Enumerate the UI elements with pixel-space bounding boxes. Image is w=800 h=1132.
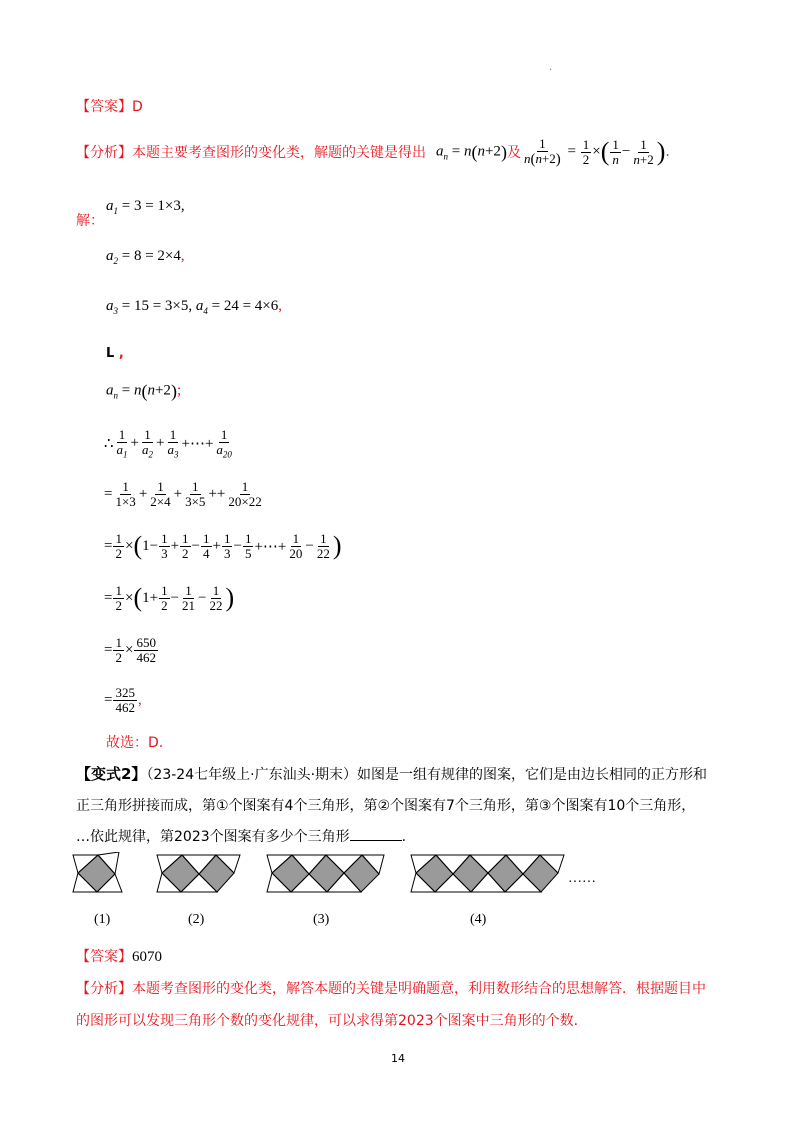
answer-blank: [350, 826, 402, 841]
page-number: 14: [391, 1052, 405, 1065]
line-a1: $a_1 = 3 = 1\times 3$,: [106, 198, 185, 216]
answer-value: D: [132, 99, 143, 115]
answer-1: [76, 96, 143, 116]
figure-label-3: (3): [313, 912, 330, 927]
figure-2: [157, 855, 240, 892]
figure-label-2: (2): [188, 912, 205, 927]
line-a3: $a_3 = 15 = 3\times 5$, $a_4 = 24 = 4\times 6$,: [106, 298, 283, 316]
result-line: 故选：D.: [106, 735, 164, 751]
variant2-line3: …依此规律，第2023个图案有多少个三角形 .: [76, 826, 406, 846]
sum-line-2: = $\frac{1}{1\times 3}$ + $\frac{1}{2\times 4}$ + $\frac{1}{3\times 5}$ ++ $\frac{1}{20\times 22}$: [104, 479, 262, 509]
sum-line-5: = $\frac{1}{2}$ × $\frac{650}{462}$: [104, 635, 156, 665]
sum-line-3: = $\frac{1}{2}$ × ( 1− $\frac{1}{3}$ + $\frac{1}{2}$ − $\frac{1}{4}$ + $\frac{1}{3}$ − $\frac{1}{5}$ +⋯+ $\frac{1}{20}$ − $\frac{1}{22}$ ): [104, 531, 342, 561]
variant2-text1: 如图是一组有规律的图案，它们是由边长相同的正方形和: [357, 767, 708, 783]
figure-1: [73, 852, 122, 892]
analysis-tag: 【分析】: [76, 145, 132, 161]
top-mark: .: [549, 62, 553, 73]
answer-2: [76, 946, 162, 966]
analysis-1: [76, 130, 670, 174]
line-an: $a_n = n(n+2)$;: [106, 381, 182, 401]
analysis-2-line2: 的图形可以发现三角形个数的变化规律，可以求得第2023个图案中三角形的个数．: [76, 1013, 588, 1029]
sum-line-6: = $\frac{325}{462}$ ,: [104, 685, 142, 715]
analysis-conj: 及: [506, 145, 521, 161]
formula-split: $\frac{1}{n(n+2)}$ = $\frac{1}{2}$ ×( $\frac{1}{n}$ − $\frac{1}{n+2}$ ): [523, 135, 666, 168]
answer2-value: 6070: [132, 949, 162, 965]
line-a2: $a_2 = 8 = 2\times 4$,: [106, 248, 185, 266]
variant2-source: （23-24七年级上·广东汕头·期末）: [146, 767, 358, 783]
solution-label: 解：: [76, 213, 104, 229]
formula-an: $a_n = n(n+2)$: [436, 141, 507, 162]
figure-3: [267, 855, 384, 892]
variant2-line1: [76, 763, 707, 784]
line-dots: L ,: [106, 346, 124, 361]
semi-mark: ;: [176, 382, 182, 399]
analysis-2-line1: 【分析】本题考查图形的变化类，解答本题的关键是明确题意，利用数形结合的思想解答．根据题目中: [76, 981, 706, 997]
sum-line-4: = $\frac{1}{2}$ × ( 1+ $\frac{1}{2}$ − $\frac{1}{21}$ − $\frac{1}{22}$ ): [104, 583, 235, 613]
figure-label-4: (4): [470, 912, 487, 927]
figure-label-1: (1): [94, 912, 111, 927]
sum-line-1: ∴ $\frac{1}{a_1}$ + $\frac{1}{a_2}$ + $\frac{1}{a_3}$ +⋯+ $\frac{1}{a_{20}}$: [104, 427, 232, 460]
variant2-line2: 正三角形拼接而成，第①个图案有4个三角形，第②个图案有7个三角形，第③个图案有10个三角形，: [76, 798, 696, 814]
answer2-tag: 【答案】: [76, 949, 132, 965]
analysis-text: 本题主要考查图形的变化类，解题的关键是得出: [132, 145, 426, 161]
pattern-figures: [70, 852, 610, 912]
analysis-end: .: [665, 144, 670, 160]
figure-4: [411, 855, 564, 892]
answer-tag: 【答案】: [76, 99, 132, 115]
figure-ellipsis: ……: [568, 871, 596, 886]
variant2-tag: 【变式2】: [76, 765, 147, 783]
comma-mark: ,: [278, 298, 283, 314]
comma-mark: ,: [180, 248, 185, 264]
